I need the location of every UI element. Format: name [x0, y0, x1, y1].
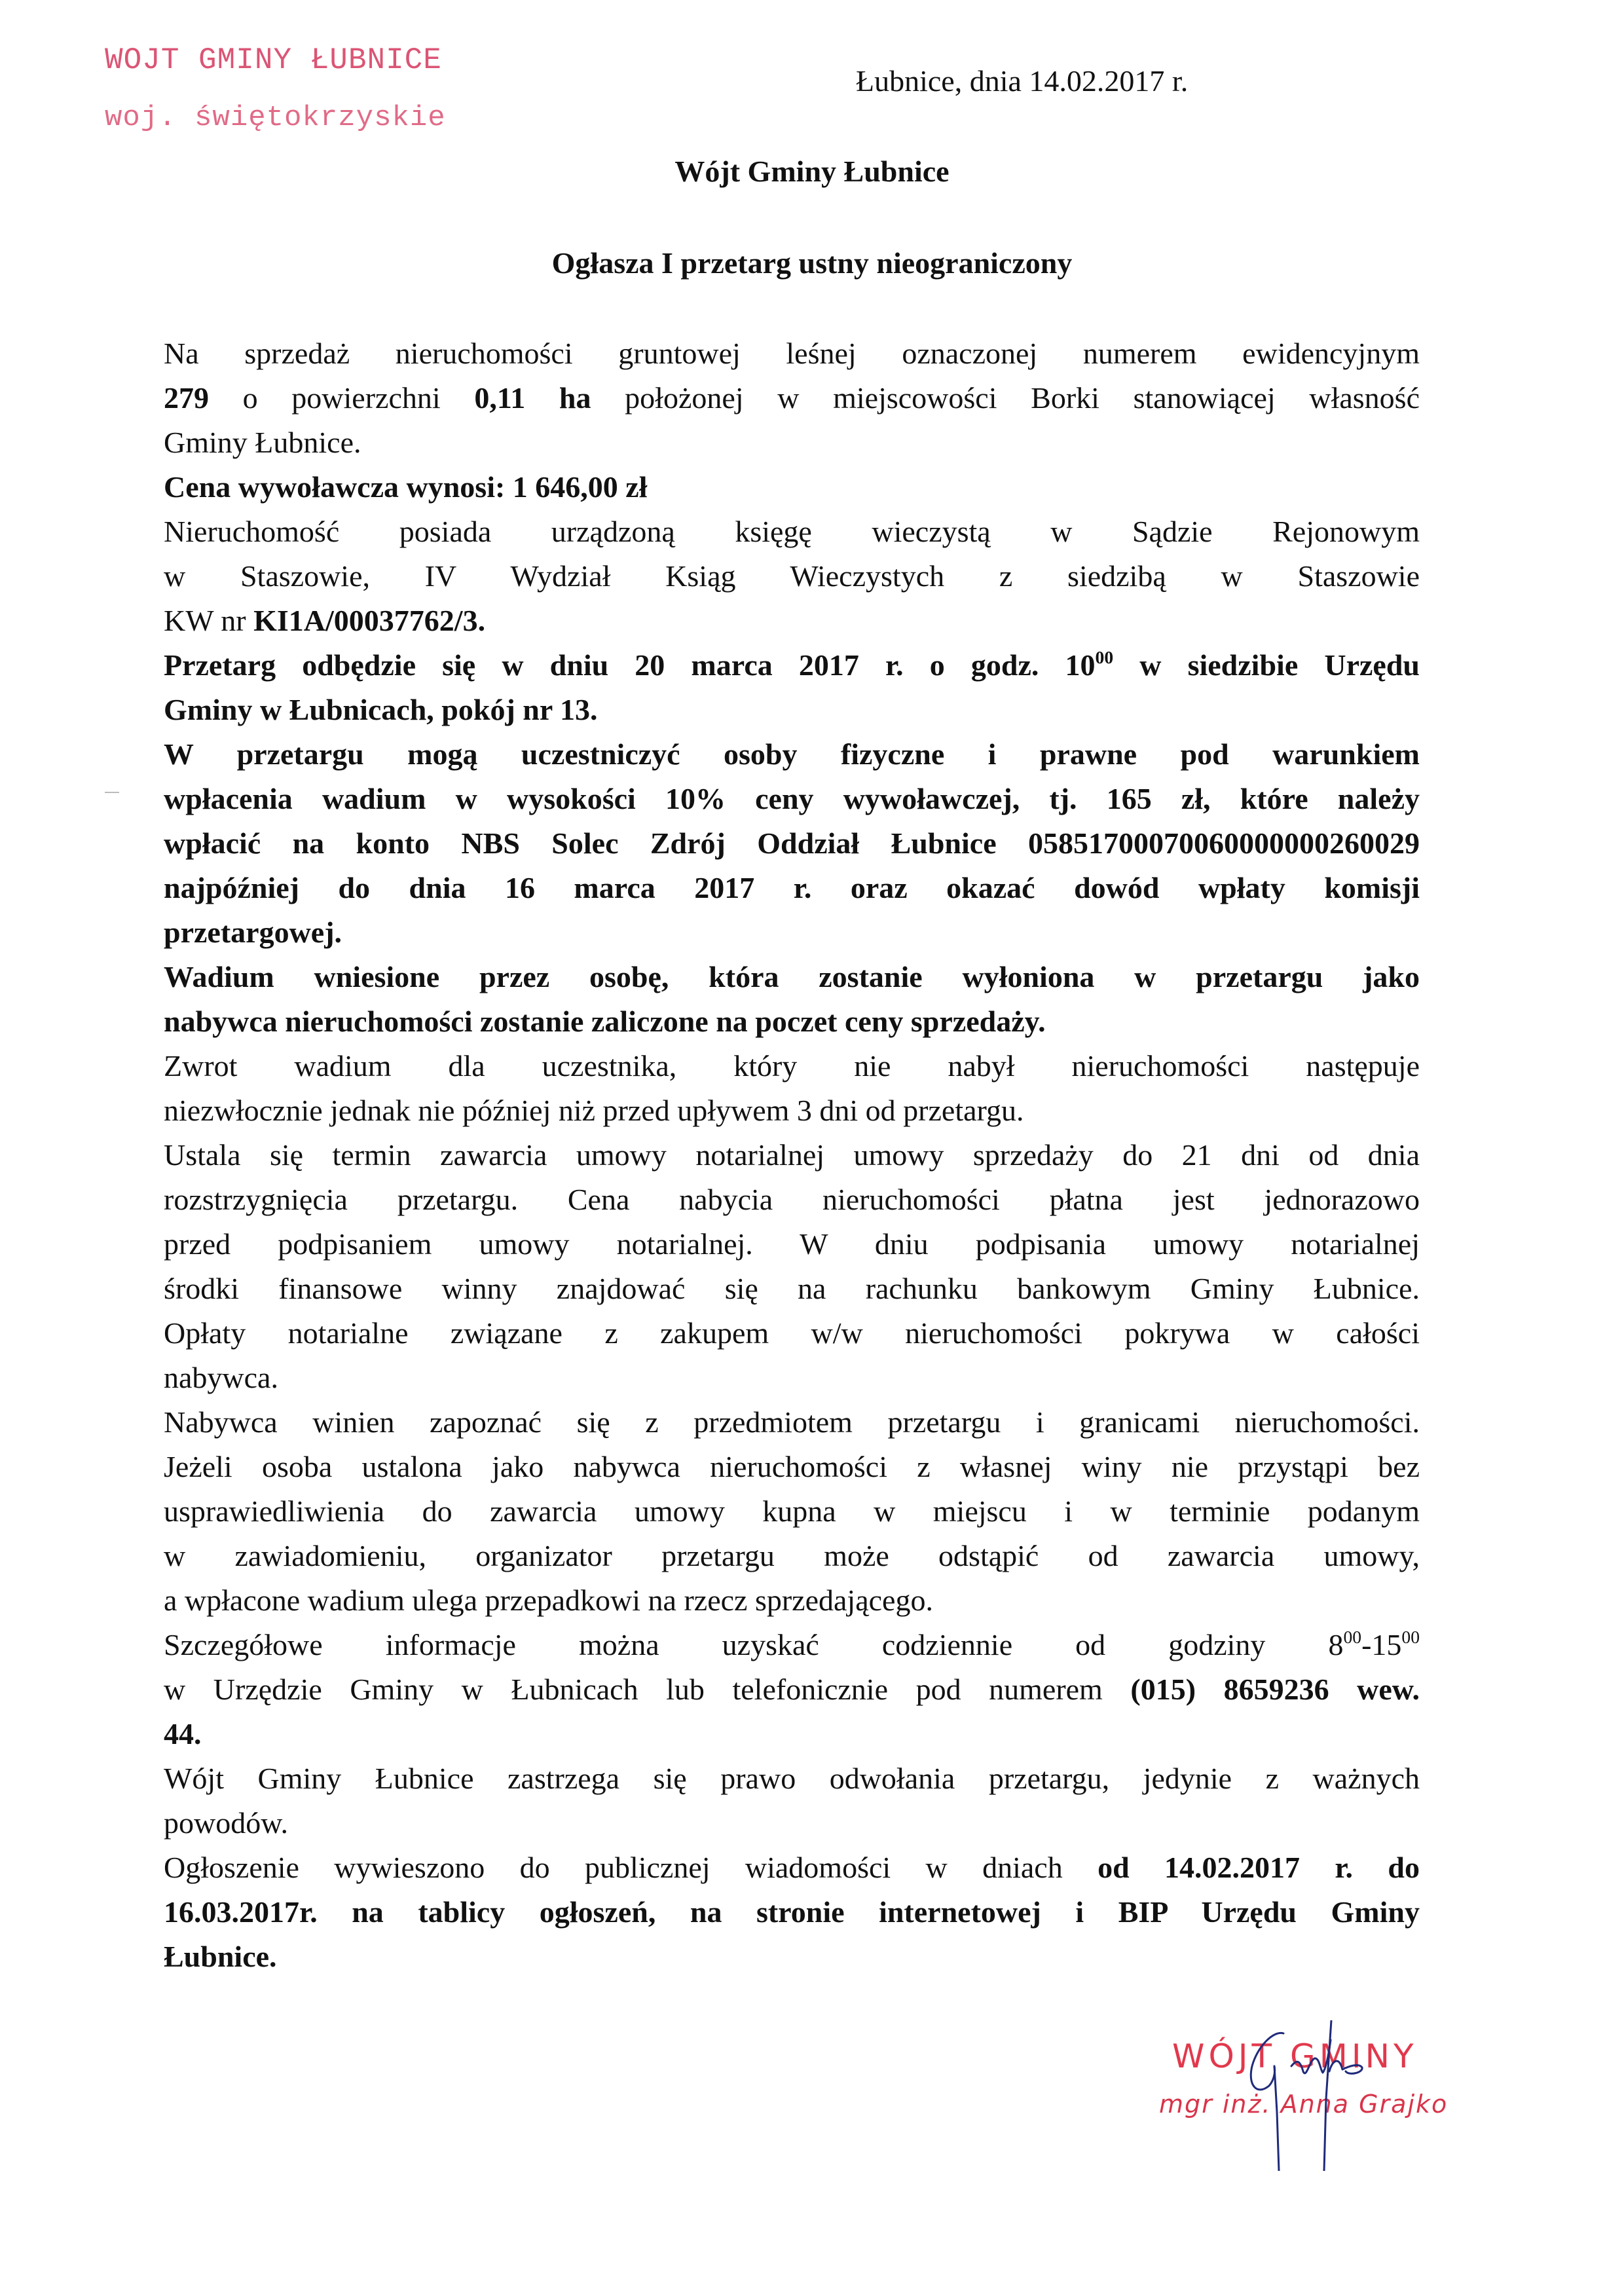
land-registry-number: KI1A/00037762/3.	[253, 604, 486, 637]
property-line-2: 279 o powierzchni 0,11 ha położonej w miejscowości Borki stanowiącej własność	[164, 381, 1420, 415]
official-stamp-header	[105, 41, 446, 138]
registry-line-2: w Staszowie, IV Wydział Ksiąg Wieczystych z siedzibą w Staszowie	[164, 559, 1420, 593]
deposit-line-1: W przetargu mogą uczestniczyć osoby fizyczne i prawne pod warunkiem	[164, 737, 1420, 771]
buyer-line-4: w zawiadomieniu, organizator przetargu może odstąpić od zawarcia umowy,	[164, 1539, 1420, 1572]
stamp-office-name: WOJT GMINY ŁUBNICE	[105, 43, 442, 77]
registry-line-3: KW nr KI1A/00037762/3.	[164, 604, 486, 637]
issuer-heading: Wójt Gminy Łubnice	[674, 155, 950, 188]
publication-line-2: 16.03.2017r. na tablicy ogłoszeń, na stronie internetowej i BIP Urzędu Gminy	[164, 1895, 1420, 1929]
buyer-line-5: a wpłacone wadium ulega przepadkowi na rzecz sprzedającego.	[164, 1583, 933, 1617]
refund-line-1: Zwrot wadium dla uczestnika, który nie nabył nieruchomości następuje	[164, 1049, 1420, 1083]
document-body	[164, 331, 1420, 1979]
deposit-line-2: wpłacenia wadium w wysokości 10% ceny wywoławczej, tj. 165 zł, które należy	[164, 782, 1420, 815]
contract-line-2: rozstrzygnięcia przetargu. Cena nabycia nieruchomości płatna jest jednorazowo	[164, 1183, 1420, 1216]
parcel-area: 0,11 ha	[474, 381, 591, 415]
stamp-signatory-name: mgr inż. Anna Grajko	[1159, 2090, 1449, 2119]
contact-line-1: Szczegółowe informacje można uzyskać codziennie od godziny $8^{00}-15^{00}$	[164, 1627, 1420, 1661]
starting-price-value: 1 646,00 zł	[512, 470, 648, 504]
contact-line-2: w Urzędzie Gminy w Łubnicach lub telefonicznie pod numerem (015) 8659236 wew.	[164, 1673, 1420, 1706]
stamp-title: WÓJT GMINY	[1172, 2037, 1418, 2075]
handwritten-signature-icon	[1211, 2020, 1408, 2171]
deposit-bank-account: wpłacić na konto NBS Solec Zdrój Oddział Łubnice 05851700070060000000260029	[164, 826, 1420, 860]
contract-line-6: nabywca.	[164, 1361, 278, 1394]
starting-price	[164, 465, 1420, 509]
contract-line-3: przed podpisaniem umowy notarialnej. W dniu podpisania umowy notarialnej	[164, 1227, 1420, 1261]
publication-line-1: Ogłoszenie wywieszono do publicznej wiadomości w dniach od 14.02.2017 r. do	[164, 1851, 1420, 1884]
publication-line-3: Łubnice.	[164, 1940, 277, 1973]
deposit-line-4: najpóźniej do dnia 16 marca 2017 r. oraz okazać dowód wpłaty komisji	[164, 871, 1420, 904]
buyer-line-1: Nabywca winien zapoznać się z przedmiotem przetargu i granicami nieruchomości.	[164, 1405, 1420, 1439]
buyer-line-3: usprawiedliwienia do zawarcia umowy kupna w miejscu i w terminie podanym	[164, 1494, 1420, 1528]
cancellation-line-2: powodów.	[164, 1806, 288, 1840]
property-line-1: Na sprzedaż nieruchomości gruntowej leśnej oznaczonej numerem ewidencyjnym	[164, 337, 1420, 370]
deposit-credit-line-1: Wadium wniesione przez osobę, która zostanie wyłoniona w przetargu jako	[164, 960, 1420, 993]
contract-line-1: Ustala się termin zawarcia umowy notarialnej umowy sprzedaży do 21 dni od dnia	[164, 1138, 1420, 1172]
refund-line-2: niezwłocznie jednak nie później niż przed upływem 3 dni od przetargu.	[164, 1094, 1024, 1127]
parcel-number: 279	[164, 381, 209, 415]
place-and-date: Łubnice, dnia 14.02.2017 r.	[856, 64, 1189, 98]
publication-period-start: od 14.02.2017 r. do	[1098, 1851, 1420, 1884]
announcement-title: Ogłasza I przetarg ustny nieograniczony	[551, 246, 1073, 280]
auction-time-line-1: Przetarg odbędzie się w dniu 20 marca 2017 r. o godz. $10^{00}$ w siedzibie Urzędu	[164, 647, 1420, 682]
cancellation-line-1: Wójt Gminy Łubnice zastrzega się prawo odwołania przetargu, jedynie z ważnych	[164, 1762, 1420, 1795]
property-line-3: Gminy Łubnice.	[164, 426, 361, 459]
phone-extension: 44.	[164, 1717, 202, 1750]
contract-line-5: Opłaty notarialne związane z zakupem w/w nieruchomości pokrywa w całości	[164, 1316, 1420, 1350]
phone-number: (015) 8659236 wew.	[1130, 1673, 1420, 1706]
deposit-line-5: przetargowej.	[164, 916, 342, 949]
deposit-credit-line-2: nabywca nieruchomości zostanie zaliczone na poczet ceny sprzedaży.	[164, 1005, 1046, 1038]
stamp-voivodeship: woj. świętokrzyskie	[105, 102, 446, 134]
buyer-line-2: Jeżeli osoba ustalona jako nabywca nieruchomości z własnej winy nie przystąpi bez	[164, 1450, 1420, 1483]
office-hours: $8^{00}-15^{00}$	[1328, 1627, 1420, 1661]
contract-line-4: środki finansowe winny znajdować się na rachunku bankowym Gminy Łubnice.	[164, 1272, 1420, 1305]
auction-time-line-2: Gminy w Łubnicach, pokój nr 13.	[164, 693, 598, 726]
scan-margin-mark	[105, 792, 119, 793]
starting-price-label: Cena wywoławcza wynosi:	[164, 470, 513, 504]
registry-line-1: Nieruchomość posiada urządzoną księgę wieczystą w Sądzie Rejonowym	[164, 515, 1420, 548]
